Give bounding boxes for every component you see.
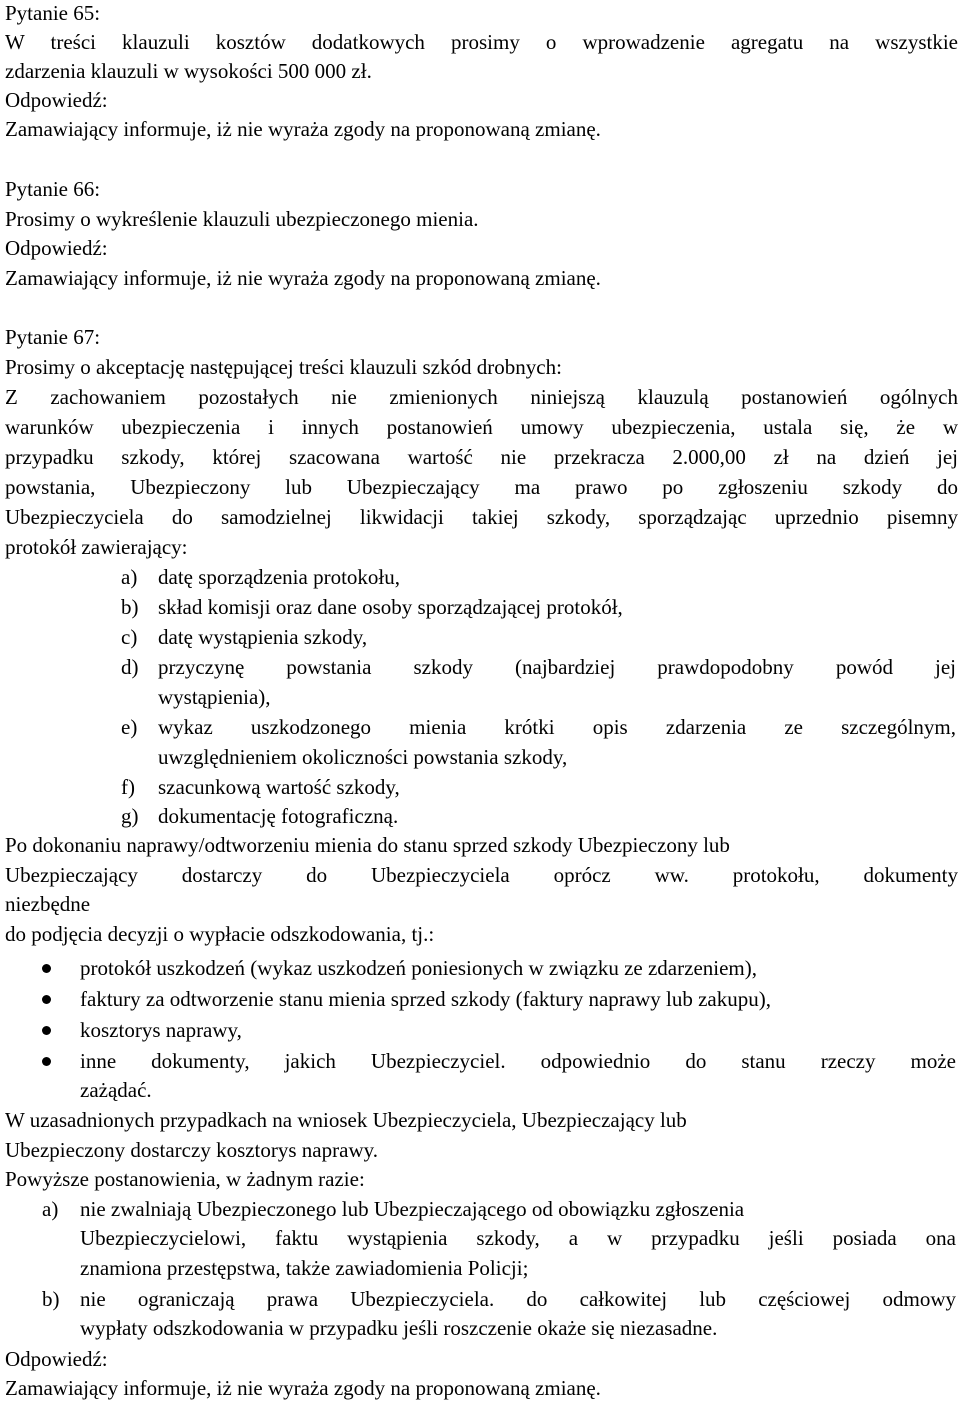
list-item-text: skład komisji oraz dane osoby sporządzającej protokół, [158,595,623,619]
q67-para1-line-4: powstania, Ubezpieczony lub Ubezpieczający ma prawo po zgłoszeniu szkody do [5,475,958,499]
list-item-text: datę sporządzenia protokołu, [158,565,400,589]
q67-para1-line-1: Z zachowaniem pozostałych nie zmienionych niniejszą klauzulą postanowień ogólnych [5,385,958,409]
list-marker: a) [121,565,138,589]
list-item-text: inne dokumenty, jakich Ubezpieczyciel. odpowiednio do stanu rzeczy może [80,1049,956,1073]
list-item-text: dokumentację fotograficzną. [158,804,399,828]
q65-answer-label: Odpowiedź: [5,88,108,112]
q66-text: Prosimy o wykreślenie klauzuli ubezpieczonego mienia. [5,207,479,231]
q67-para2-line-2: Ubezpieczający dostarczy do Ubezpieczyciela oprócz ww. protokołu, dokumenty [5,863,958,887]
list-marker: d) [121,655,139,679]
q67-answer: Zamawiający informuje, iż nie wyraża zgody na proponowaną zmianę. [5,1376,601,1400]
list-item-text: przyczynę powstania szkody (najbardziej prawdopodobny powód jej [158,655,956,679]
bullet-icon [42,1057,51,1066]
list-item-text-cont: uwzględnieniem okoliczności powstania szkody, [158,745,568,769]
list-item-text-cont: zażądać. [80,1078,152,1102]
list-item-text-cont: wystąpienia), [158,685,271,709]
bullet-icon [42,964,51,973]
list-marker: b) [121,595,139,619]
q66-answer: Zamawiający informuje, iż nie wyraża zgody na proponowaną zmianę. [5,266,601,290]
list-item-text: wykaz uszkodzonego mienia krótki opis zdarzenia ze szczególnym, [158,715,956,739]
q65-text-line-1: W treści klauzuli kosztów dodatkowych prosimy o wprowadzenie agregatu na wszystkie [5,30,958,54]
list-marker: c) [121,625,138,649]
q67-para1-line-6: protokół zawierający: [5,535,188,559]
q67-para3-line-2: Ubezpieczony dostarczy kosztorys naprawy. [5,1138,378,1162]
q67-para1-line-3: przypadku szkody, której szacowana wartość nie przekracza 2.000,00 zł na dzień jej [5,445,958,469]
q67-title: Pytanie 67: [5,325,101,349]
list-item-text: szacunkową wartość szkody, [158,775,400,799]
list-marker: a) [42,1197,59,1221]
list-marker: b) [42,1287,60,1311]
q67-para2-line-4: do podjęcia decyzji o wypłacie odszkodowania, tj.: [5,922,435,946]
q65-answer: Zamawiający informuje, iż nie wyraża zgody na proponowaną zmianę. [5,117,601,141]
list-item-text: nie zwalniają Ubezpieczonego lub Ubezpieczającego od obowiązku zgłoszenia [80,1197,745,1221]
q66-title: Pytanie 66: [5,177,101,201]
list-item-text-cont: wypłaty odszkodowania w przypadku jeśli roszczenie okaże się niezasadne. [80,1316,718,1340]
q65-text-line-2: zdarzenia klauzuli w wysokości 500 000 zł. [5,59,372,83]
list-item-text-cont: znamiona przestępstwa, także zawiadomienia Policji; [80,1256,529,1280]
list-marker: g) [121,804,139,828]
q66-answer-label: Odpowiedź: [5,236,108,260]
list-item-text: faktury za odtworzenie stanu mienia sprzed szkody (faktury naprawy lub zakupu), [80,987,772,1011]
list-marker: f) [121,775,135,799]
list-item-text: protokół uszkodzeń (wykaz uszkodzeń poniesionych w związku ze zdarzeniem), [80,956,757,980]
q67-para1-line-2: warunków ubezpieczenia i innych postanowień umowy ubezpieczenia, ustala się, że w [5,415,958,439]
q67-para2-line-1: Po dokonaniu naprawy/odtworzeniu mienia do stanu sprzed szkody Ubezpieczony lub [5,833,730,857]
list-item-text: kosztorys naprawy, [80,1018,242,1042]
list-marker: e) [121,715,138,739]
q67-provisions-intro: Powyższe postanowienia, w żadnym razie: [5,1167,365,1191]
list-item-text: nie ograniczają prawa Ubezpieczyciela. do całkowitej lub częściowej odmowy [80,1287,956,1311]
q67-para3-line-1: W uzasadnionych przypadkach na wniosek Ubezpieczyciela, Ubezpieczający lub [5,1108,687,1132]
q67-para2-line-3: niezbędne [5,892,91,916]
list-item-text-cont: Ubezpieczycielowi, faktu wystąpienia szkody, a w przypadku jeśli posiada ona [80,1226,956,1250]
q67-answer-label: Odpowiedź: [5,1347,108,1371]
q67-intro: Prosimy o akceptację następującej treści klauzuli szkód drobnych: [5,355,562,379]
list-item-text: datę wystąpienia szkody, [158,625,368,649]
q65-title: Pytanie 65: [5,1,101,25]
bullet-icon [42,1026,51,1035]
q67-para1-line-5: Ubezpieczyciela do samodzielnej likwidacji takiej szkody, sporządzając uprzednio pisemny [5,505,958,529]
bullet-icon [42,995,51,1004]
